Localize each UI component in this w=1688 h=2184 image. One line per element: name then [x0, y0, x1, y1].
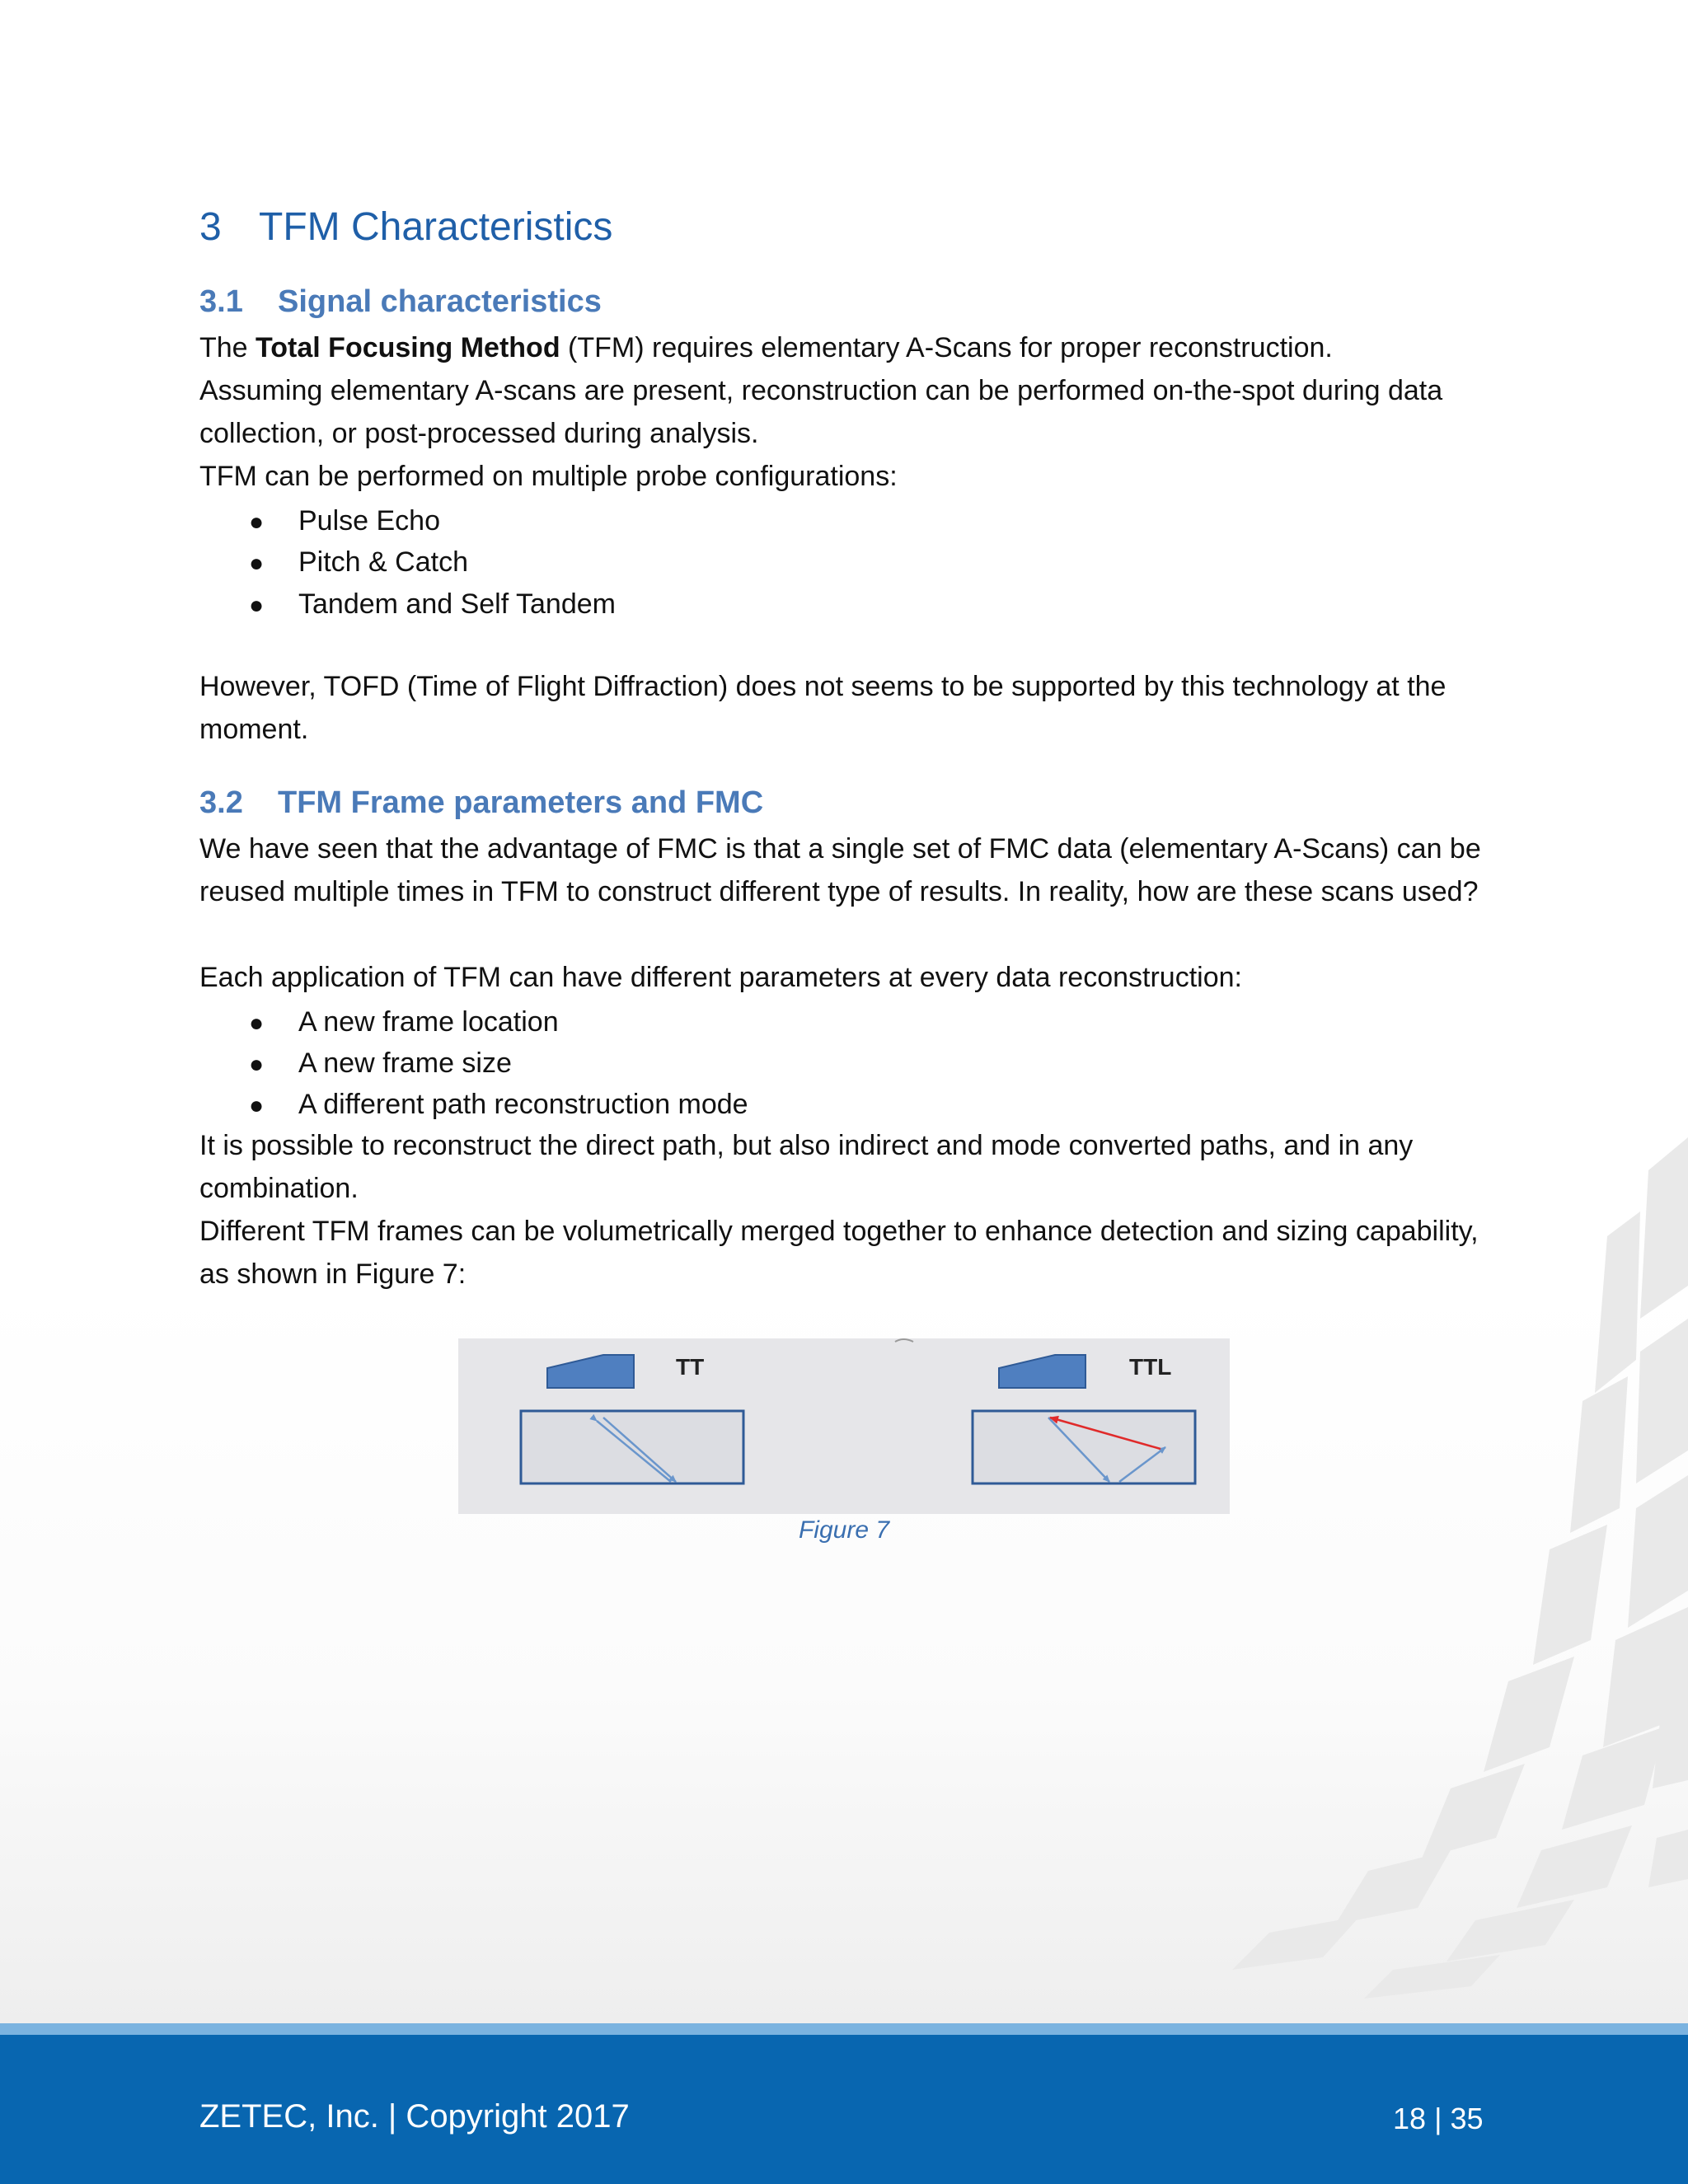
paragraph [199, 326, 1502, 369]
bullet-icon: ● [249, 1092, 265, 1119]
subsection-heading-3-2 [199, 781, 763, 824]
tt-label: TT [676, 1354, 705, 1380]
paragraph: It is possible to reconstruct the direct path, but also indirect and mode converted paths, and in any combination. [199, 1130, 1414, 1204]
list-item-text: A different path reconstruction mode [298, 1089, 748, 1120]
bullet-icon: ● [249, 592, 265, 619]
paragraph: We have seen that the advantage of FMC is that a single set of FMC data (elementary A-Scans) can be reused multiple times in TFM to construct different type of results. In reality, how are these scans used? [199, 833, 1481, 907]
section-number: 3 [199, 205, 222, 249]
paragraph: Different TFM frames can be volumetrically merged together to enhance detection and sizing capability, as shown in Figure 7: [199, 1216, 1479, 1290]
ttl-label: TTL [1129, 1354, 1172, 1380]
paragraph: TFM can be performed on multiple probe configurations: [199, 461, 898, 492]
list-item [249, 499, 440, 544]
paragraph: Each application of TFM can have different parameters at every data reconstruction: [199, 962, 1242, 993]
list-item-text: Pulse Echo [298, 505, 440, 537]
current-page: 18 [1393, 2102, 1427, 2135]
total-pages: 35 [1450, 2102, 1484, 2135]
subsection-number: 3.1 [199, 284, 243, 319]
subsection-heading-3-1 [199, 280, 602, 323]
footer-accent-line [0, 2023, 1688, 2035]
section-title: TFM Characteristics [259, 205, 613, 249]
subsection-number: 3.2 [199, 785, 243, 820]
list-item [249, 541, 468, 585]
list-item [249, 1083, 748, 1127]
bullet-icon: ● [249, 509, 265, 536]
test-block [973, 1411, 1195, 1483]
figure-caption: Figure 7 [798, 1516, 890, 1544]
test-block [521, 1411, 743, 1483]
bullet-icon: ● [249, 1010, 265, 1037]
bold-term: Total Focusing Method [256, 332, 560, 363]
list-item-text: A new frame size [298, 1047, 512, 1079]
page-number [1393, 2102, 1483, 2136]
list-item-text: Pitch & Catch [298, 546, 468, 578]
section-heading [199, 198, 612, 257]
footer-copyright: ZETEC, Inc. | Copyright 2017 [199, 2098, 630, 2135]
list-item-text: A new frame location [298, 1006, 559, 1038]
paragraph: Assuming elementary A-scans are present, reconstruction can be performed on-the-spot during data collection, or post-processed during analysis. [199, 375, 1443, 449]
figure-7-diagram [458, 1338, 1230, 1514]
ttl-diagram [973, 1354, 1195, 1483]
subsection-title: Signal characteristics [278, 284, 602, 319]
list-item [249, 1001, 559, 1045]
list-item-text: Tandem and Self Tandem [298, 588, 616, 620]
list-item [249, 1042, 512, 1086]
bullet-icon: ● [249, 1051, 265, 1078]
bullet-icon: ● [249, 550, 265, 577]
subsection-title: TFM Frame parameters and FMC [278, 785, 764, 820]
page-separator: | [1434, 2102, 1442, 2135]
text-span: (TFM) requires elementary A-Scans for proper reconstruction. [560, 332, 1333, 363]
paragraph: However, TOFD (Time of Flight Diffraction) does not seems to be supported by this technology at the moment. [199, 671, 1447, 745]
text-span: The [199, 332, 256, 363]
list-item [249, 583, 616, 627]
